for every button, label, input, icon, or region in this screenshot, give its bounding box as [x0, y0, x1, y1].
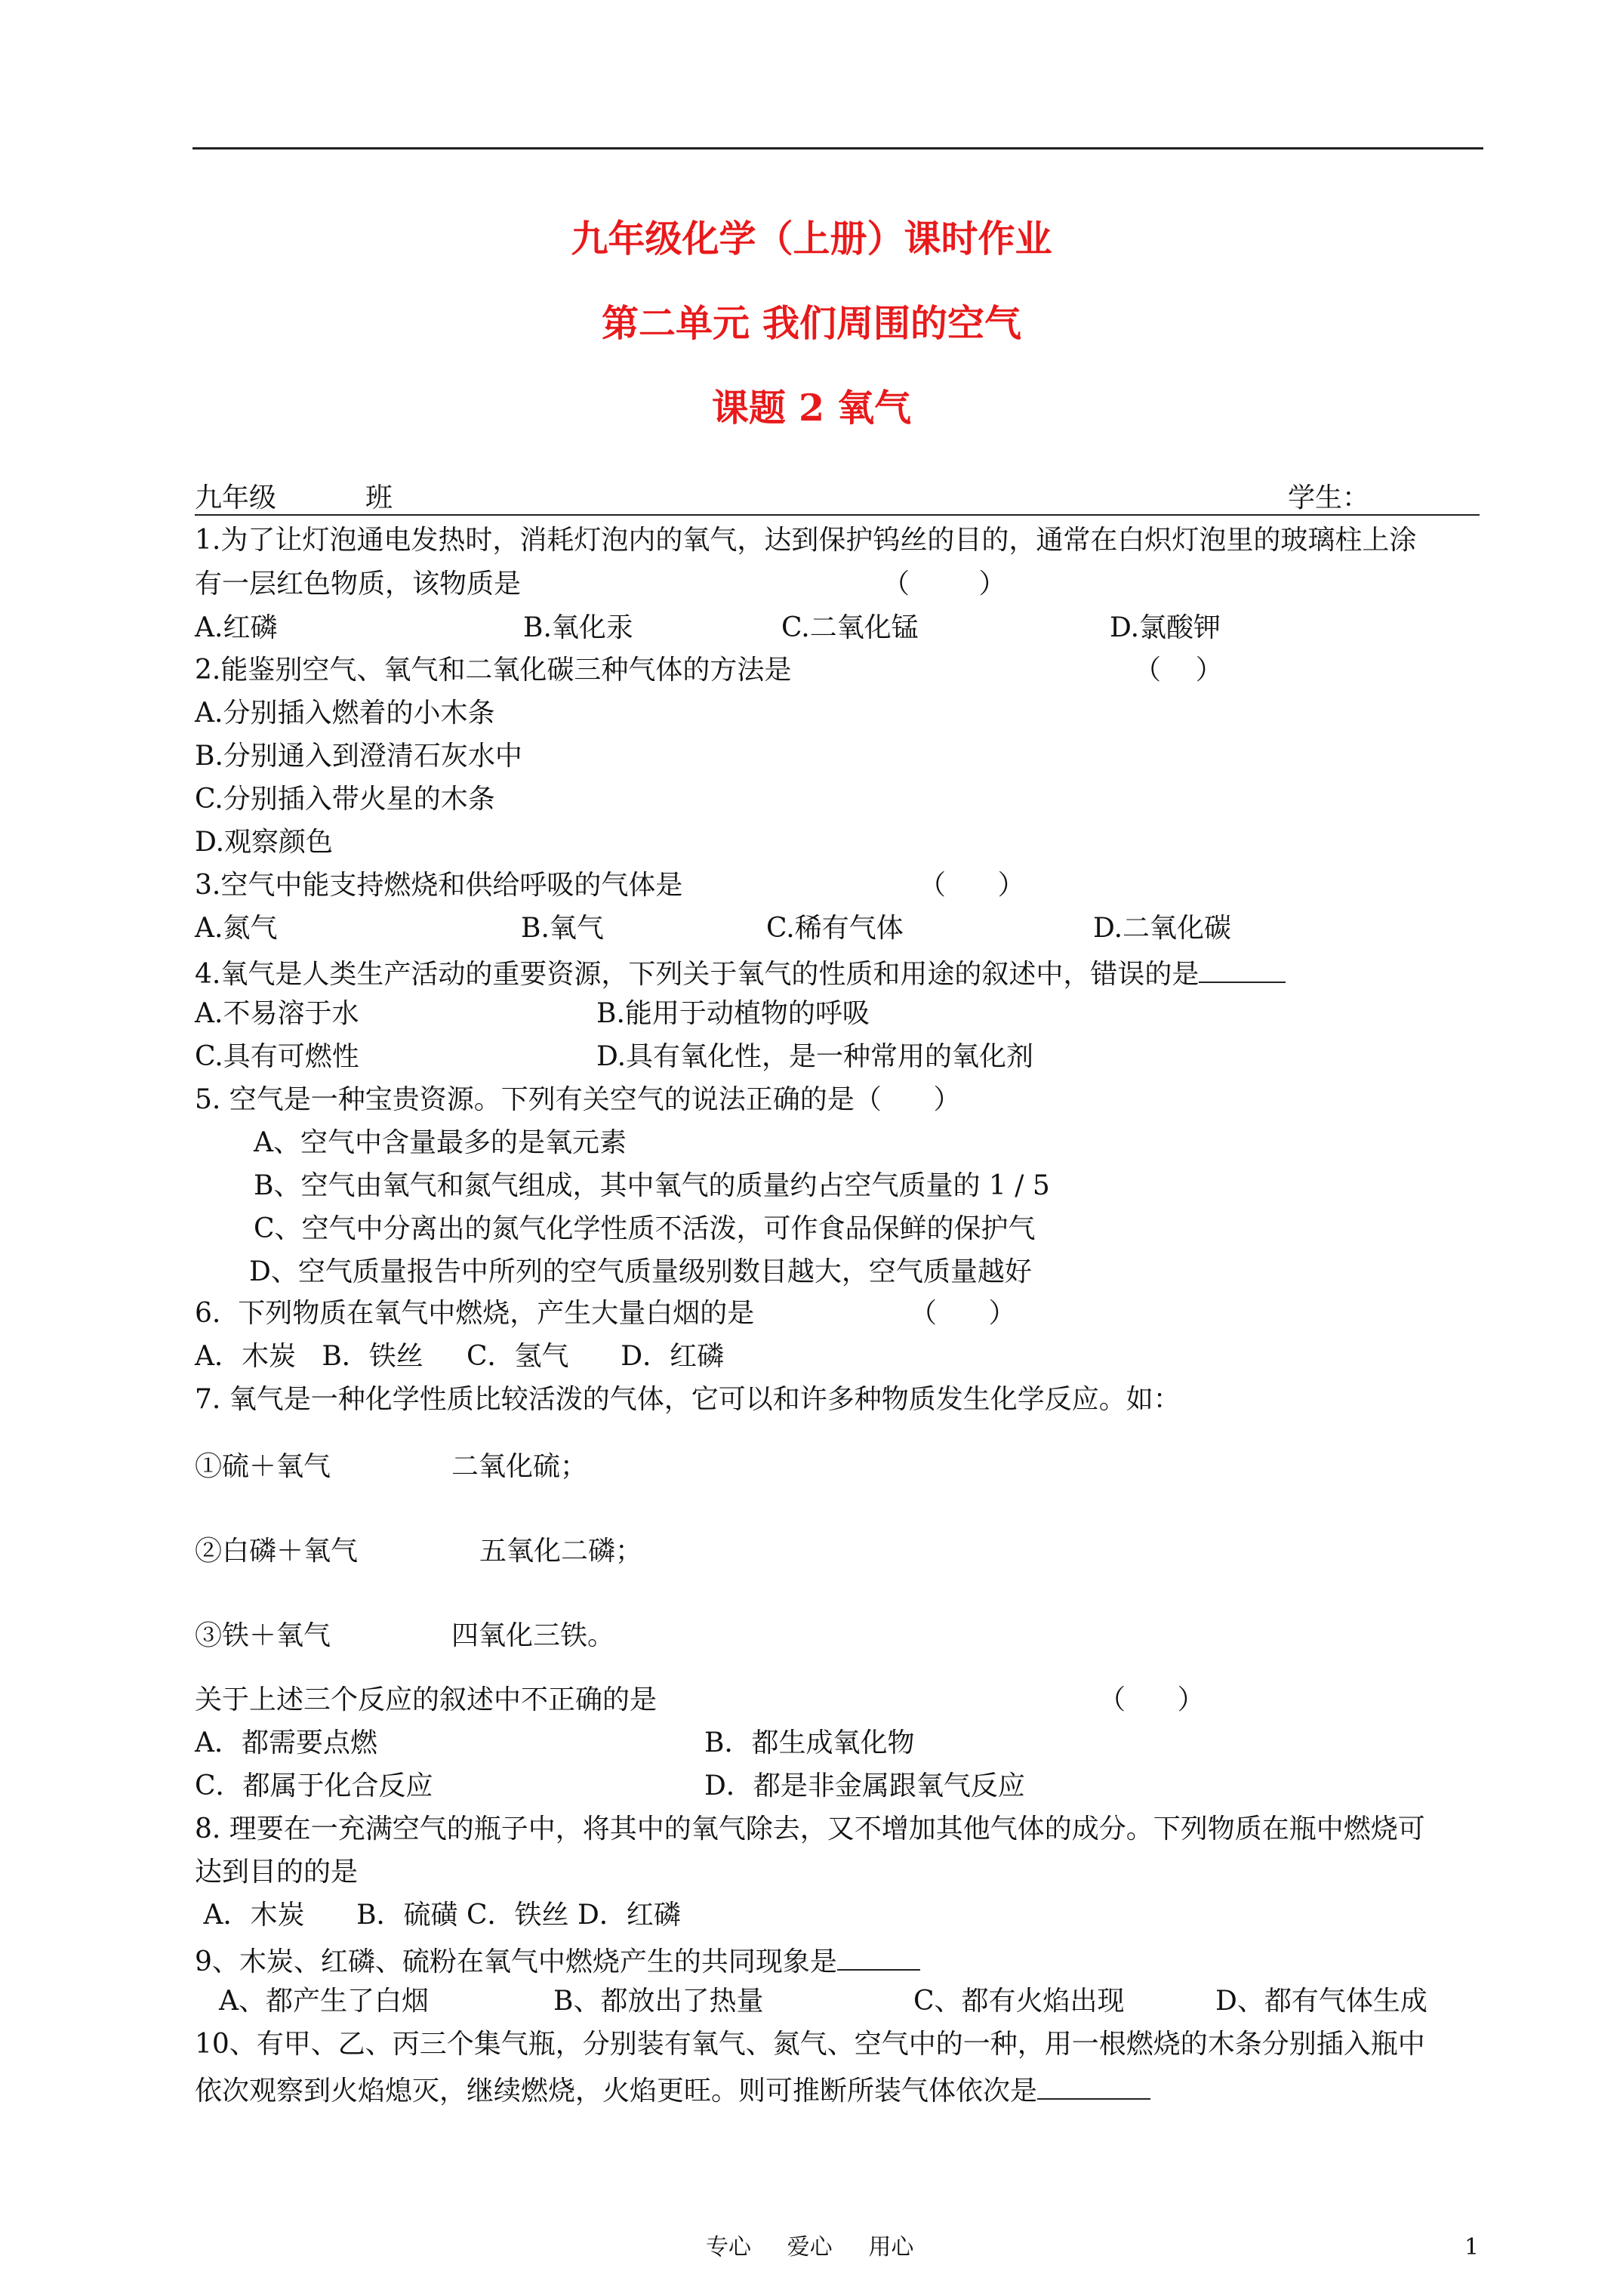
q7-reaction-2-reactants: ②白磷＋氧气: [195, 1536, 359, 1567]
q3-answer-paren: （ ）: [919, 870, 1025, 901]
q5-option-a: A、空气中含量最多的是氧元素: [254, 1127, 627, 1158]
q7-reaction-3-reactants: ③铁＋氧气: [195, 1620, 331, 1651]
q9-option-a: A、都产生了白烟: [219, 1986, 429, 2017]
q1-option-d: D.氯酸钾: [1110, 612, 1221, 643]
q7-answer-paren: （ ）: [1098, 1684, 1205, 1715]
q10-stem-line1: 10、有甲、乙、丙三个集气瓶，分别装有氧气、氮气、空气中的一种，用一根燃烧的木条分别插入瓶中: [195, 2029, 1425, 2060]
q7-reaction-1-product: 二氧化硫；: [451, 1451, 588, 1482]
q5-option-b: B、空气由氧气和氮气组成，其中氧气的质量约占空气质量的 1 / 5: [254, 1170, 1050, 1201]
q4-option-b: B.能用于动植物的呼吸: [596, 998, 870, 1029]
q7-question: 关于上述三个反应的叙述中不正确的是: [195, 1684, 658, 1715]
q7-reaction-2-product: 五氧化二磷；: [479, 1536, 643, 1567]
q2-option-d: D.观察颜色: [195, 827, 334, 858]
q1-stem-line1: 1.为了让灯泡通电发热时，消耗灯泡内的氧气，达到保护钨丝的目的，通常在白炽灯泡里的玻璃柱上涂: [195, 525, 1417, 556]
q3-stem: 3.空气中能支持燃烧和供给呼吸的气体是: [195, 870, 683, 901]
q1-option-b: B.氧化汞: [523, 612, 633, 643]
grade-label: 九年级: [195, 482, 277, 513]
q9-stem: 9、木炭、红磷、硫粉在氧气中燃烧产生的共同现象是: [195, 1946, 837, 1977]
q3-option-d: D.二氧化碳: [1093, 913, 1232, 944]
q1-option-c: C.二氧化锰: [781, 612, 919, 643]
q7-option-b: B．都生成氧化物: [704, 1727, 915, 1758]
q4-stem: 4.氧气是人类生产活动的重要资源，下列关于氧气的性质和用途的叙述中，错误的是: [195, 959, 1200, 990]
q6-options: A．木炭 B．铁丝 C．氢气 D．红磷: [195, 1341, 725, 1372]
q2-stem: 2.能鉴别空气、氧气和二氧化碳三种气体的方法是: [195, 655, 792, 686]
lesson-title: 课题 2 氧气: [711, 386, 912, 430]
q1-option-a: A.红磷: [195, 612, 278, 643]
header-rule: [192, 147, 1483, 149]
class-label: 班: [365, 482, 393, 513]
unit-title: 第二单元 我们周围的空气: [601, 301, 1022, 345]
q9-option-d: D、都有气体生成: [1215, 1986, 1427, 2017]
q9-answer-blank: [837, 1945, 920, 1971]
q1-answer-paren: （ ）: [882, 569, 1006, 599]
q10-answer-blank: [1037, 2074, 1150, 2100]
q6-answer-paren: （ ）: [910, 1298, 1016, 1329]
page-title: 九年级化学（上册）课时作业: [571, 217, 1052, 260]
q5-option-c: C、空气中分离出的氮气化学性质不活泼，可作食品保鲜的保护气: [254, 1213, 1036, 1244]
q7-reaction-3-product: 四氧化三铁。: [451, 1620, 615, 1651]
q4-answer-blank: [1199, 957, 1286, 983]
q3-option-c: C.稀有气体: [766, 913, 904, 944]
q7-option-c: C．都属于化合反应: [195, 1771, 433, 1801]
q9-option-c: C、都有火焰出现: [913, 1986, 1125, 2017]
q2-option-b: B.分别通入到澄清石灰水中: [195, 741, 522, 772]
q7-reaction-1-reactants: ①硫＋氧气: [195, 1451, 331, 1482]
q4-option-d: D.具有氧化性，是一种常用的氧化剂: [596, 1041, 1034, 1072]
student-info-underline: [195, 514, 1480, 516]
q8-options: A．木炭 B．硫磺 C．铁丝 D．红磷: [195, 1900, 681, 1931]
q8-stem-line1: 8. 理要在一充满空气的瓶子中，将其中的氧气除去，又不增加其他气体的成分。下列物质在瓶中燃烧可: [195, 1814, 1425, 1845]
q4-stem-row: [195, 957, 1286, 988]
q7-stem: 7. 氧气是一种化学性质比较活泼的气体，它可以和许多种物质发生化学反应。如：: [195, 1384, 1181, 1415]
q3-option-b: B.氧气: [521, 913, 604, 944]
q1-stem-line2: 有一层红色物质，该物质是: [195, 569, 522, 599]
q7-option-a: A．都需要点燃: [195, 1727, 377, 1758]
q10-stem-line2-row: [195, 2074, 1150, 2105]
q4-option-a: A.不易溶于水: [195, 998, 359, 1029]
q4-option-c: C.具有可燃性: [195, 1041, 359, 1072]
footer-motto: 专心 爱心 用心: [706, 2234, 914, 2261]
q3-option-a: A.氮气: [195, 913, 278, 944]
q5-stem: 5. 空气是一种宝贵资源。下列有关空气的说法正确的是（ ）: [195, 1084, 961, 1115]
q10-stem-line2: 依次观察到火焰熄灭，继续燃烧，火焰更旺。则可推断所装气体依次是: [195, 2076, 1038, 2106]
page-number: 1: [1464, 2234, 1480, 2261]
q2-option-a: A.分别插入燃着的小木条: [195, 698, 495, 729]
q9-stem-row: [195, 1945, 920, 1976]
q8-stem-line2: 达到目的的是: [195, 1857, 359, 1888]
q7-option-d: D．都是非金属跟氧气反应: [704, 1771, 1025, 1801]
q2-option-c: C.分别插入带火星的木条: [195, 784, 495, 815]
q6-stem: 6. 下列物质在氧气中燃烧，产生大量白烟的是: [195, 1298, 755, 1329]
q2-answer-paren: （ ）: [1134, 655, 1223, 686]
q9-option-b: B、都放出了热量: [553, 1986, 764, 2017]
q5-option-d: D、空气质量报告中所列的空气质量级别数目越大，空气质量越好: [249, 1256, 1032, 1287]
student-label: 学生：: [1288, 482, 1370, 513]
